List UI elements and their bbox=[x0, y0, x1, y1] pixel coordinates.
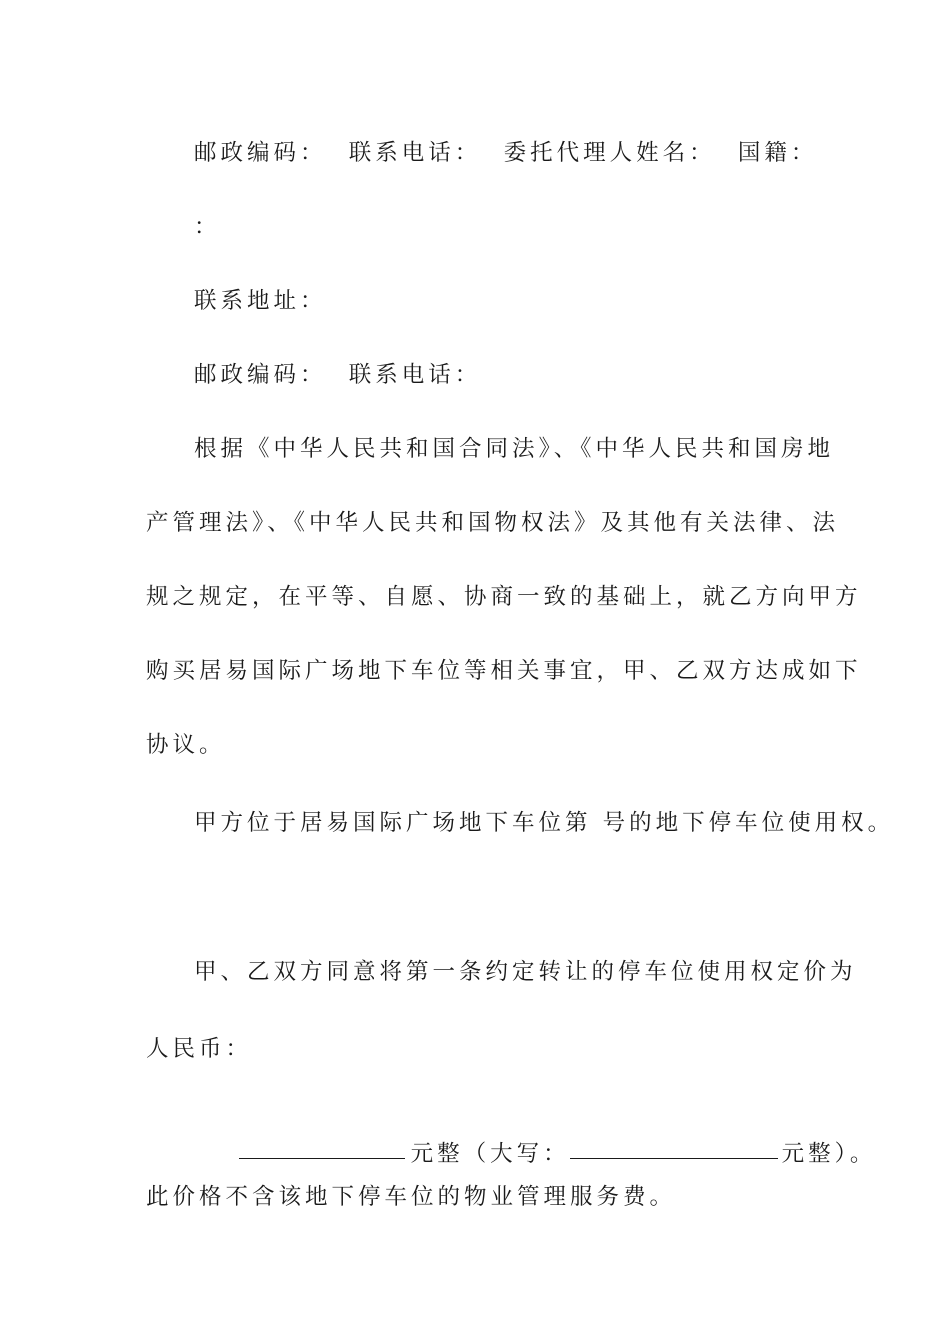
amount-capital-blank bbox=[570, 1136, 778, 1159]
paragraph-basis-line-1: 根据《中华人民共和国合同法》、《中华人民共和国房地 bbox=[194, 436, 835, 462]
paragraph-basis-line-2: 产管理法》、《中华人民共和国物权法》及其他有关法律、法 bbox=[146, 510, 840, 536]
paragraph-basis-line-4: 购买居易国际广场地下车位等相关事宜，甲、乙双方达成如下 bbox=[146, 658, 862, 684]
amount-unit-text: 元整（大写： bbox=[410, 1141, 570, 1167]
nationality-continuation: ： bbox=[194, 214, 221, 240]
amount-blank bbox=[239, 1136, 405, 1159]
price-clause-line-2: 人民币： bbox=[146, 1036, 253, 1062]
price-exclusion-note: 此价格不含该地下停车位的物业管理服务费。 bbox=[146, 1184, 677, 1210]
contact-address-line: 联系地址： bbox=[194, 288, 327, 314]
amount-capital-unit-text: 元整）。 bbox=[781, 1141, 877, 1167]
parking-space-clause: 甲方位于居易国际广场地下车位第 号的地下停车位使用权。 bbox=[194, 810, 895, 836]
paragraph-basis-line-3: 规之规定，在平等、自愿、协商一致的基础上，就乙方向甲方 bbox=[146, 584, 862, 610]
paragraph-basis-line-5: 协议。 bbox=[146, 732, 226, 758]
price-clause-line-1: 甲、乙双方同意将第一条约定转让的停车位使用权定价为 bbox=[194, 959, 857, 985]
contact-line-postcode-phone: 邮政编码： 联系电话： bbox=[194, 362, 482, 388]
contact-line-postcode-phone-agent: 邮政编码： 联系电话： 委托代理人姓名： 国籍： bbox=[194, 140, 818, 166]
